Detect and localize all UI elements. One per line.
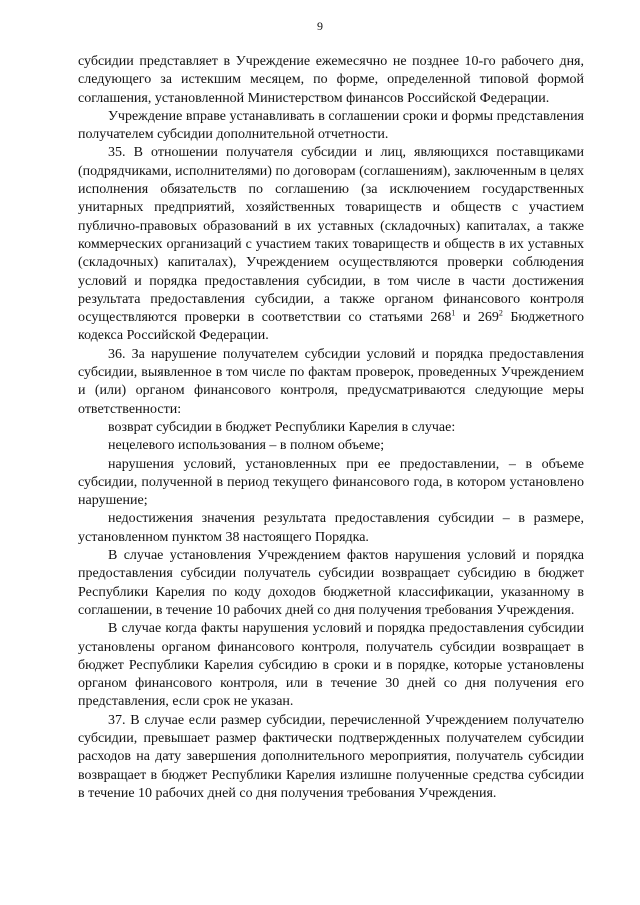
paragraph: В случае когда факты нарушения условий и порядка предоставления субсидии установлены органом финансового контроля, получатель субсидии возвращает в бюджет Республики Карелия субсидию в сроки и в порядке, которые установлены органом финансового контроля, или в течение 30 дней со дня получения его представления, если срок не указан. xyxy=(78,621,584,710)
footnote-superscript: 2 xyxy=(498,308,503,318)
footnote-superscript: 1 xyxy=(451,308,456,318)
paragraph-text: 35. В отношении получателя субсидии и лиц, являющихся поставщиками (подрядчиками, исполнителями) по договорам (соглашениям), заключенным в целях исполнения обязательств по соглашению (за исключением государственных унитарных предприятий, хозяйственных товариществ и обществ с участием публично-правовых образований в их уставных (складочных) капиталах, а также коммерческих организаций с участием таких товариществ и обществ в их уставных (складочных) капиталах), Учреждением осуществляются проверки соблюдения условий и порядка предоставления субсидии, в том числе в части достижения результата предоставления субсидии, а также органом финансового контроля осуществляются проверки в соответствии со статьями 268 xyxy=(78,145,584,326)
paragraph: В случае установления Учреждением фактов нарушения условий и порядка предоставления субсидии получатель субсидии возвращает субсидию в бюджет Республики Карелия по коду доходов бюджетной классификации, указанному в соглашении, в течение 10 рабочих дней со дня получения требования Учреждения. xyxy=(78,548,584,618)
paragraph: недостижения значения результата предоставления субсидии – в размере, установленном пунктом 38 настоящего Порядка. xyxy=(78,511,584,545)
paragraph: 37. В случае если размер субсидии, перечисленной Учреждением получателю субсидии, превышает размер фактически подтвержденных получателем субсидии расходов на дату завершения дополнительного мероприятия, получатель субсидии возвращает в бюджет Республики Карелия излишне полученные средства субсидии в течение 10 рабочих дней со дня получения требования Учреждения. xyxy=(78,712,584,801)
paragraph-35 xyxy=(78,144,584,345)
paragraph: 36. За нарушение получателем субсидии условий и порядка предоставления субсидии, выявленное в том числе по фактам проверок, проведенных Учреждением и (или) органом финансового контроля, предусматриваются следующие меры ответственности: xyxy=(78,346,584,417)
paragraph: нарушения условий, установленных при ее предоставлении, – в объеме субсидии, полученной в период текущего финансового года, в котором установлено нарушение; xyxy=(78,456,584,509)
document-body xyxy=(78,53,584,803)
paragraph: Учреждение вправе устанавливать в соглашении сроки и формы представления получателем субсидии дополнительной отчетности. xyxy=(78,108,584,143)
paragraph-text: Бюджетного кодекса Российской Федерации. xyxy=(78,310,584,344)
paragraph: нецелевого использования – в полном объеме; xyxy=(108,438,385,454)
page-number: 9 xyxy=(317,19,323,33)
paragraph: возврат субсидии в бюджет Республики Карелия в случае: xyxy=(108,419,456,435)
paragraph: субсидии представляет в Учреждение ежемесячно не позднее 10-го рабочего дня, следующего за истекшим месяцем, по форме, определенной типовой формой соглашения, установленной Министерством финансов Российской Федерации. xyxy=(78,54,584,106)
paragraph-text: и 269 xyxy=(455,310,499,326)
